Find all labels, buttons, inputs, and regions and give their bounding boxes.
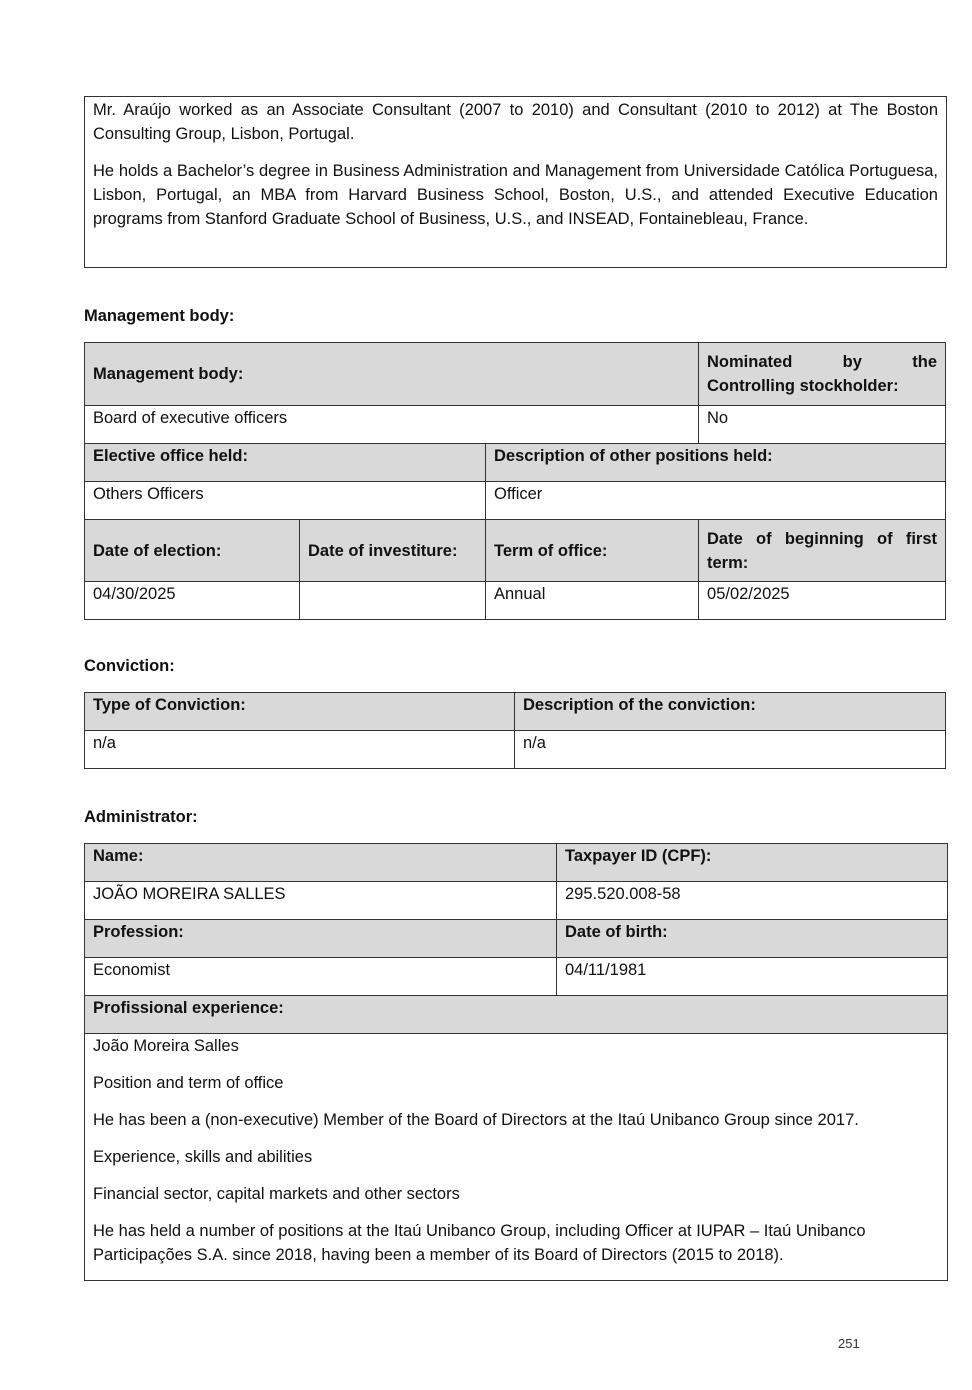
cpf-value: 295.520.008-58: [557, 882, 948, 920]
experience-position-text: He has been a (non-executive) Member of the Board of Directors at the Itaú Unibanco Group since 2017.: [93, 1111, 859, 1129]
other-positions-value: Officer: [486, 482, 946, 520]
experience-position-label: Position and term of office: [93, 1074, 284, 1092]
page-number: 251: [838, 1336, 860, 1351]
experience-sectors-text: Financial sector, capital markets and other sectors: [93, 1185, 460, 1203]
conviction-description-header: Description of the conviction:: [515, 693, 946, 731]
previous-experience-box: [84, 96, 947, 268]
investiture-date-header: Date of investiture:: [300, 520, 486, 582]
cpf-header: Taxpayer ID (CPF):: [557, 844, 948, 882]
term-value: Annual: [486, 582, 699, 620]
experience-header: Profissional experience:: [85, 996, 948, 1034]
other-positions-header: Description of other positions held:: [486, 444, 946, 482]
conviction-table: [84, 692, 946, 769]
experience-cell: [85, 1034, 948, 1281]
management-body-header: Management body:: [85, 343, 699, 406]
profession-value: Economist: [85, 958, 557, 996]
nominated-value: No: [699, 406, 946, 444]
elective-office-value: Others Officers: [85, 482, 486, 520]
first-term-value: 05/02/2025: [699, 582, 946, 620]
term-header: Term of office:: [486, 520, 699, 582]
birth-date-value: 04/11/1981: [557, 958, 948, 996]
education-paragraph: He holds a Bachelor’s degree in Business Administration and Management from Universidade Católica Portuguesa, Lisbon, Portugal, an MBA from Harvard Business School, Boston, U.S., and attended Executive Education programs from Stanford Graduate School of Business, U.S., and INSEAD, Fontainebleau, France.: [93, 162, 938, 228]
experience-positions-text: He has held a number of positions at the Itaú Unibanco Group, including Officer at IUPAR – Itaú Unibanco Participações S.A. since 2018, having been a member of its Board of Directors (2015 to 2018).: [93, 1222, 866, 1264]
elective-office-header: Elective office held:: [85, 444, 486, 482]
experience-paragraph: Mr. Araújo worked as an Associate Consultant (2007 to 2010) and Consultant (2010 to 2012) at The Boston Consulting Group, Lisbon, Portugal.: [93, 101, 938, 143]
birth-date-header: Date of birth:: [557, 920, 948, 958]
investiture-date-value: [300, 582, 486, 620]
conviction-type-value: n/a: [85, 731, 515, 769]
management-body-value: Board of executive officers: [85, 406, 699, 444]
profession-header: Profession:: [85, 920, 557, 958]
name-value: JOÃO MOREIRA SALLES: [85, 882, 557, 920]
name-header: Name:: [85, 844, 557, 882]
election-date-header: Date of election:: [85, 520, 300, 582]
experience-skills-label: Experience, skills and abilities: [93, 1148, 313, 1166]
management-table: [84, 342, 946, 620]
experience-name: João Moreira Salles: [93, 1037, 239, 1055]
management-section-title: Management body:: [84, 307, 235, 325]
election-date-value: 04/30/2025: [85, 582, 300, 620]
conviction-description-value: n/a: [515, 731, 946, 769]
nominated-header: Nominated by the Controlling stockholder:: [699, 343, 946, 406]
conviction-section-title: Conviction:: [84, 657, 175, 675]
conviction-type-header: Type of Conviction:: [85, 693, 515, 731]
administrator-section-title: Administrator:: [84, 808, 198, 826]
administrator-table: [84, 843, 948, 1281]
first-term-header: Date of beginning of first term:: [699, 520, 946, 582]
